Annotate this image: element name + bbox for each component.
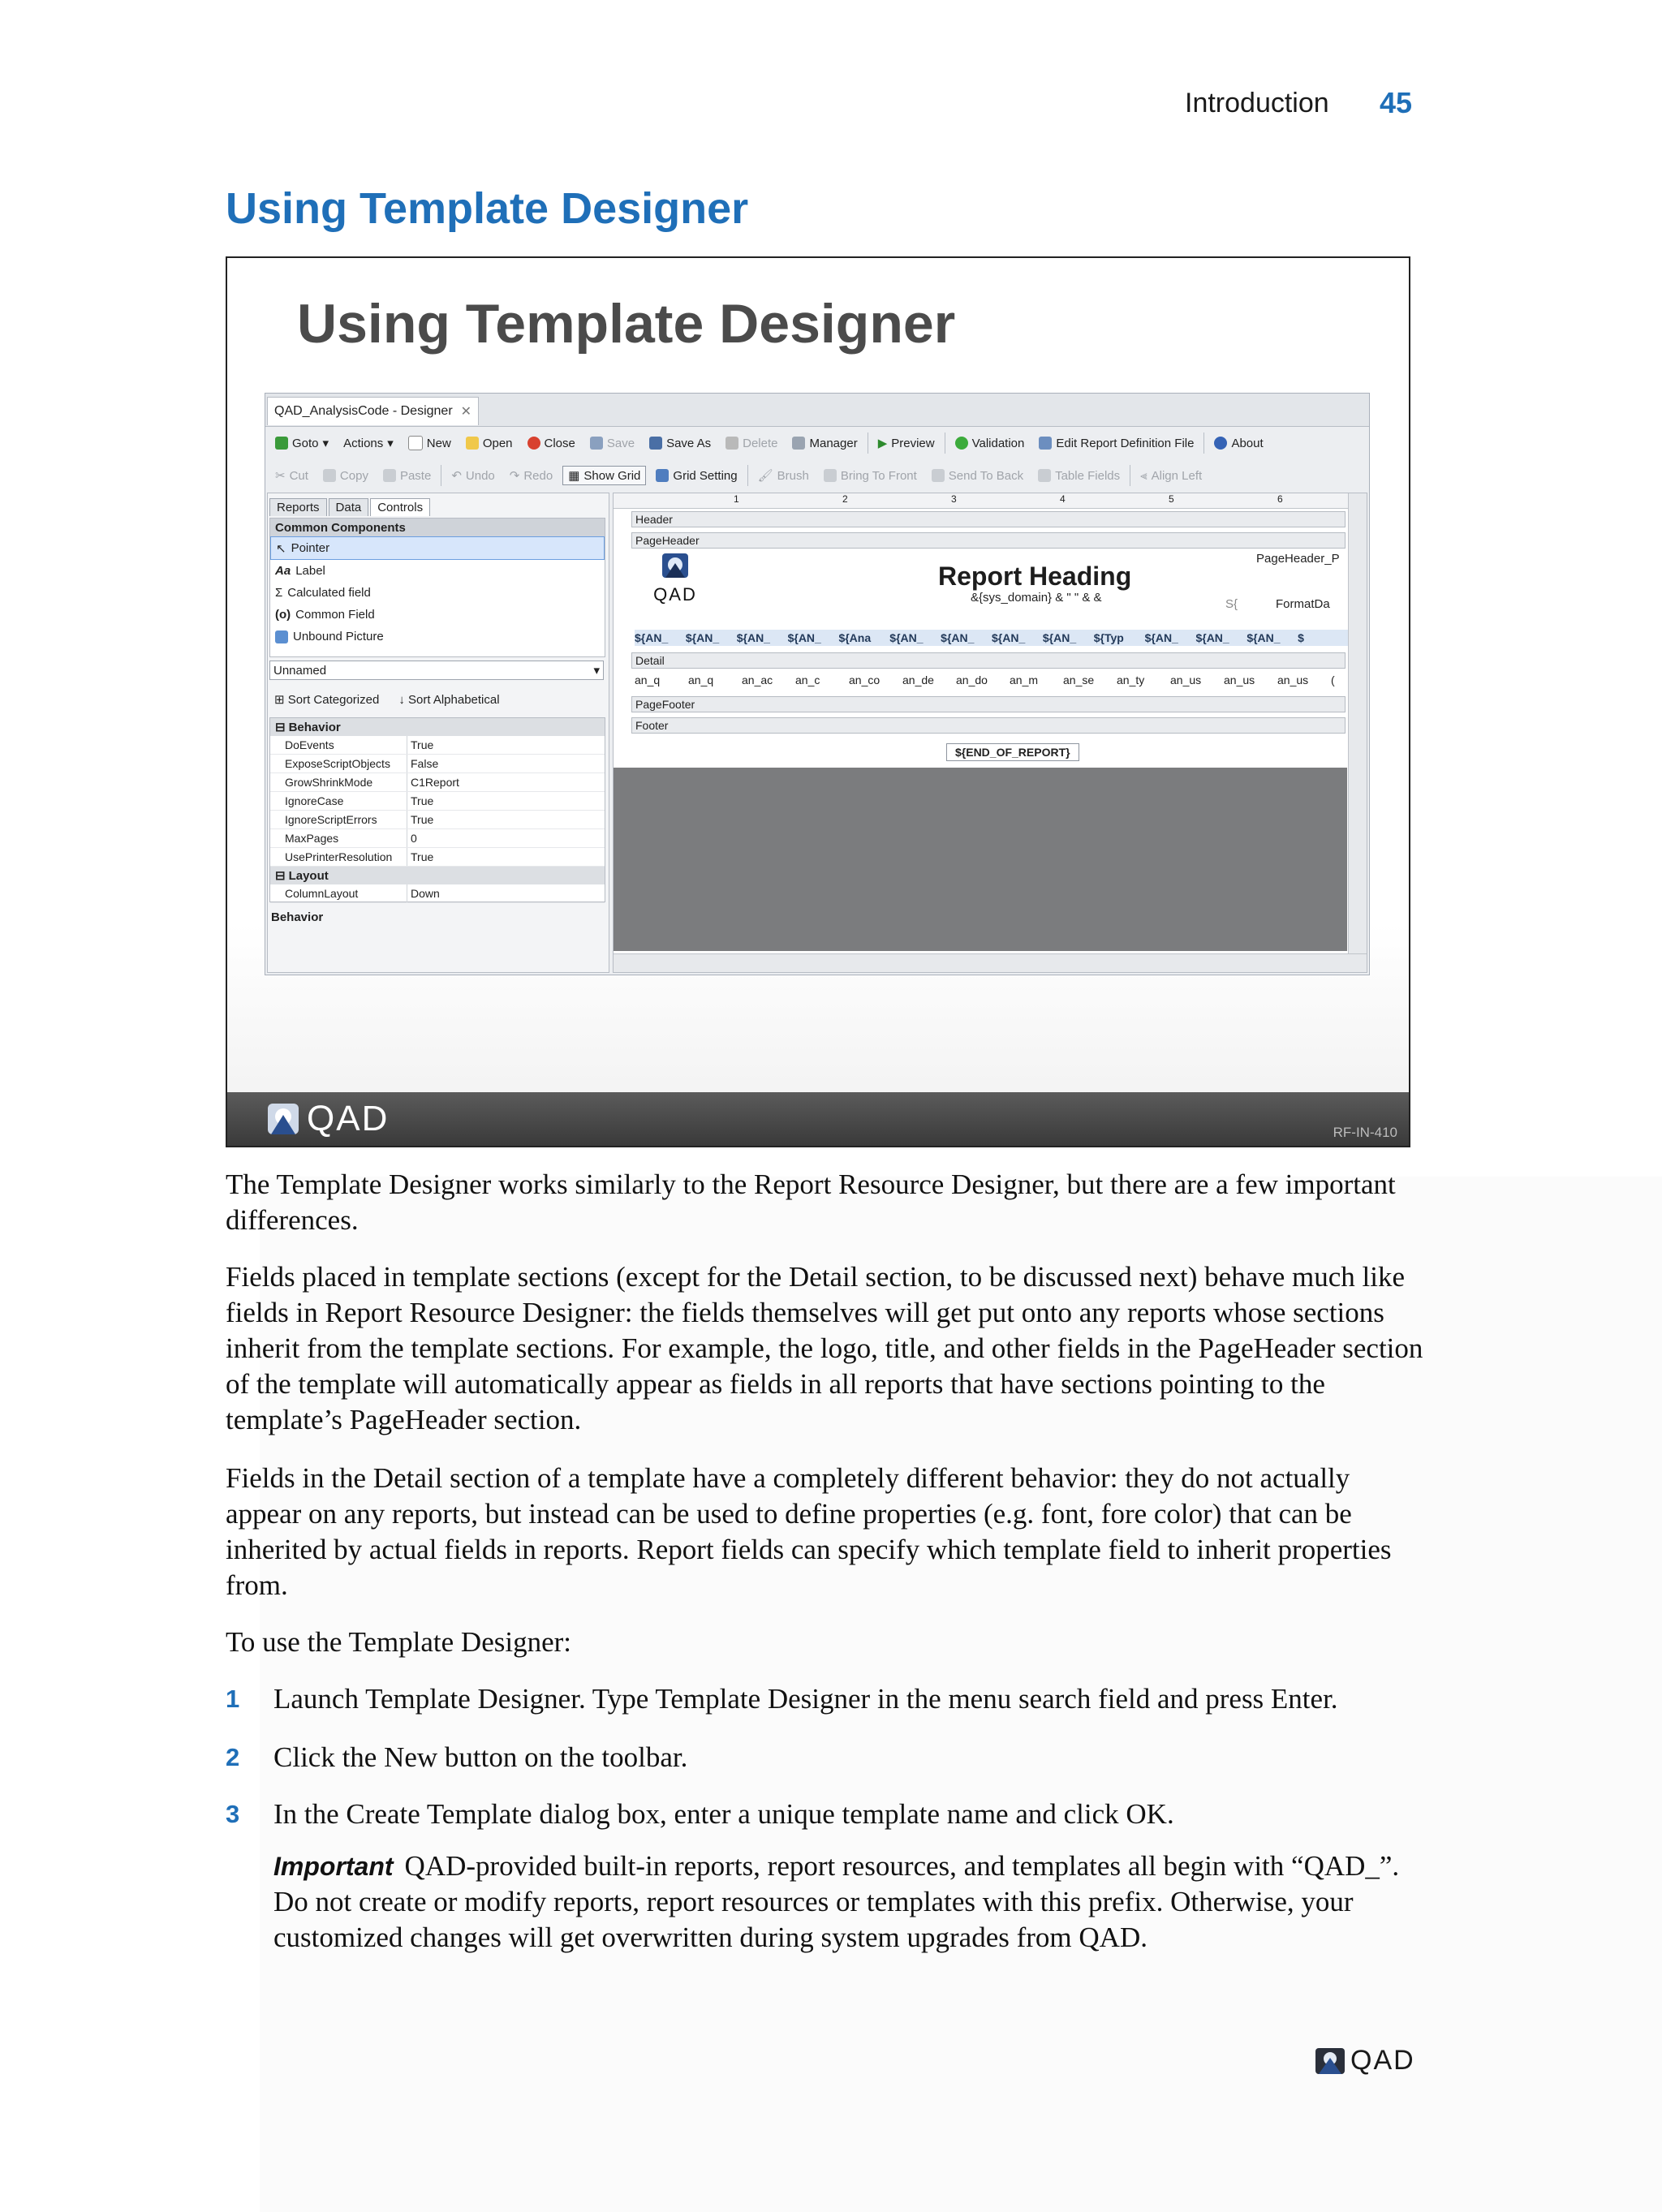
- column-header-cell[interactable]: ${AN_: [736, 631, 770, 644]
- slide-screenshot: [226, 256, 1410, 1147]
- document-tab-strip: [265, 394, 1369, 427]
- column-header-cell[interactable]: ${AN_: [787, 631, 821, 644]
- detail-cell[interactable]: (: [1331, 673, 1335, 686]
- detail-cell[interactable]: an_us: [1170, 673, 1202, 686]
- detail-cell[interactable]: an_de: [902, 673, 934, 686]
- step-text: Launch Template Designer. Type Template Designer in the menu search field and press Enter.: [273, 1683, 1338, 1715]
- column-header-cell[interactable]: ${AN_: [635, 631, 669, 644]
- designer-window: [265, 393, 1370, 975]
- check-icon: [955, 437, 968, 450]
- bring-front-icon: [824, 469, 837, 482]
- step-number: 2: [226, 1743, 240, 1771]
- close-button[interactable]: Close: [523, 435, 580, 452]
- open-button[interactable]: Open: [461, 435, 518, 452]
- ruler: [614, 493, 1367, 509]
- tab-data[interactable]: Data: [329, 498, 369, 516]
- folder-icon: [466, 437, 479, 450]
- ruler-tick: 2: [842, 493, 848, 505]
- scissors-icon: ✂: [275, 469, 286, 483]
- format-date-field[interactable]: FormatDa: [1276, 597, 1330, 611]
- actions-button[interactable]: Actions ▾: [343, 436, 394, 450]
- property-row[interactable]: ExposeScriptObjects False: [270, 755, 605, 773]
- about-button[interactable]: About: [1209, 435, 1268, 452]
- qad-logo-icon: [266, 1102, 300, 1136]
- detail-cell[interactable]: an_se: [1063, 673, 1095, 686]
- note-label: Important: [273, 1852, 394, 1881]
- column-header-cell[interactable]: ${AN_: [889, 631, 924, 644]
- tab-controls[interactable]: Controls: [370, 498, 430, 516]
- band-page-footer[interactable]: PageFooter: [631, 696, 1346, 712]
- tool-unbound-picture[interactable]: Unbound Picture: [270, 626, 605, 648]
- report-logo-text: QAD: [653, 584, 697, 605]
- band-page-header[interactable]: PageHeader: [631, 532, 1346, 549]
- property-row[interactable]: ColumnLayout Down: [270, 884, 605, 903]
- detail-cell[interactable]: an_us: [1277, 673, 1309, 686]
- send-back-icon: [932, 469, 945, 482]
- paragraph: To use the Template Designer:: [226, 1626, 571, 1658]
- bring-to-front-button[interactable]: Bring To Front: [819, 467, 922, 484]
- design-surface[interactable]: [613, 493, 1367, 973]
- send-to-back-button[interactable]: Send To Back: [927, 467, 1028, 484]
- tab-reports[interactable]: Reports: [269, 498, 327, 516]
- toolbar-separator: [747, 465, 748, 486]
- property-row[interactable]: GrowShrinkMode C1Report: [270, 773, 605, 792]
- copy-icon: [323, 469, 336, 482]
- edit-definition-button[interactable]: Edit Report Definition File: [1034, 435, 1199, 452]
- paragraph: Fields in the Detail section of a template have a completely different behavior: they do not actually appear on any reports, but instead can be used to define properties (e.g. font, fore color) that can be inherited by actual fields in reports. Report fields can specify which template field to inherit properties from.: [226, 1462, 1392, 1601]
- table-icon: [1038, 469, 1051, 482]
- validation-button[interactable]: Validation: [950, 435, 1030, 452]
- play-icon: ▶: [877, 437, 888, 450]
- band-header[interactable]: Header: [631, 511, 1346, 527]
- vertical-scrollbar[interactable]: [1348, 493, 1367, 972]
- property-row[interactable]: IgnoreScriptErrors True: [270, 811, 605, 829]
- undo-icon: ↶: [451, 469, 462, 483]
- column-header-cell[interactable]: $: [1298, 631, 1304, 644]
- manager-icon: [792, 437, 805, 450]
- save-button[interactable]: Save: [585, 435, 639, 452]
- picture-icon: [275, 630, 288, 643]
- edit-toolbar: [265, 460, 1369, 491]
- label-icon: Aa: [275, 564, 291, 578]
- qad-logo-icon: [659, 553, 691, 581]
- save-icon: [590, 437, 603, 450]
- property-category[interactable]: ⊟ Behavior: [270, 718, 605, 736]
- copy-button[interactable]: Copy: [318, 467, 373, 484]
- qad-logo-icon: [1315, 2047, 1346, 2075]
- property-row[interactable]: UsePrinterResolution True: [270, 848, 605, 867]
- delete-button[interactable]: Delete: [721, 435, 782, 452]
- tool-label[interactable]: Aa Label: [275, 564, 325, 578]
- cut-button[interactable]: ✂ Cut: [275, 468, 308, 483]
- tool-calculated-field[interactable]: Σ Calculated field: [275, 586, 371, 600]
- sort-alphabetical-button[interactable]: ↓ Sort Alphabetical: [398, 692, 500, 707]
- goto-icon: [275, 437, 288, 450]
- detail-cell[interactable]: an_q: [635, 673, 661, 686]
- column-header-cell[interactable]: ${AN_: [941, 631, 975, 644]
- align-left-button[interactable]: ⫷ Align Left: [1140, 468, 1203, 483]
- band-detail[interactable]: Detail: [631, 652, 1346, 669]
- footer-logo-text: QAD: [1350, 2045, 1415, 2076]
- report-heading-field[interactable]: Report Heading: [938, 562, 1132, 591]
- preview-button[interactable]: ▶ Preview: [877, 436, 935, 450]
- detail-cell[interactable]: an_ty: [1117, 673, 1145, 686]
- paragraph: Fields placed in template sections (except for the Detail section, to be discussed next) behave much like fields in Report Resource Designer: the fields themselves will get put onto any reports whose sections inherit from the template sections. For example, the logo, title, and other fields in the PageHeader section of the template will automatically appear as fields in all reports that have sections pointing to the template’s PageHeader section.: [226, 1261, 1423, 1435]
- paste-button[interactable]: Paste: [378, 467, 436, 484]
- align-left-icon: ⫷: [1140, 468, 1147, 483]
- edit-icon: [1039, 437, 1052, 450]
- band-footer[interactable]: Footer: [631, 717, 1346, 734]
- important-note: [273, 1848, 1426, 1956]
- toolbar-separator: [1203, 433, 1204, 454]
- slide-logo: [266, 1099, 390, 1138]
- grid-setting-button[interactable]: Grid Setting: [651, 467, 742, 484]
- close-icon[interactable]: ✕: [460, 405, 472, 419]
- brush-icon: 🖌: [757, 469, 773, 483]
- grid-setting-icon: [656, 469, 669, 482]
- left-panel: [267, 493, 609, 973]
- help-icon: [1214, 437, 1227, 450]
- detail-row: [635, 673, 1367, 686]
- column-header-cell[interactable]: ${AN_: [992, 631, 1026, 644]
- column-header-cell[interactable]: ${AN_: [1042, 631, 1077, 644]
- column-header-cell[interactable]: ${Typ: [1093, 631, 1124, 644]
- undo-button[interactable]: ↶ Undo: [451, 468, 495, 483]
- slide-title: Using Template Designer: [297, 293, 956, 355]
- column-header-cell[interactable]: ${AN_: [1246, 631, 1281, 644]
- redo-button[interactable]: ↷ Redo: [509, 468, 553, 483]
- new-file-icon: [408, 436, 423, 450]
- property-sort-bar: [269, 685, 604, 714]
- detail-cell[interactable]: an_m: [1010, 673, 1039, 686]
- property-row[interactable]: MaxPages 0: [270, 829, 605, 848]
- ruler-tick: 3: [951, 493, 957, 505]
- page-title: Using Template Designer: [226, 184, 749, 233]
- tool-common-field[interactable]: (o) Common Field: [275, 608, 375, 622]
- column-header-cell[interactable]: ${AN_: [1195, 631, 1229, 644]
- page-header-field[interactable]: PageHeader_P: [1256, 552, 1340, 566]
- slide-code: RF-IN-410: [1333, 1125, 1397, 1140]
- dollar-field[interactable]: S{: [1225, 597, 1238, 611]
- sigma-icon: Σ: [275, 586, 283, 600]
- detail-cell[interactable]: an_c: [795, 673, 820, 686]
- horizontal-scrollbar[interactable]: [614, 953, 1367, 972]
- manager-button[interactable]: Manager: [787, 435, 862, 452]
- end-of-report-field[interactable]: ${END_OF_REPORT}: [946, 743, 1079, 761]
- close-circle-icon: [527, 437, 540, 450]
- footer-logo: [1315, 2045, 1415, 2076]
- page-number: 45: [1380, 86, 1413, 119]
- slide-logo-text: QAD: [307, 1099, 390, 1138]
- detail-cell[interactable]: an_do: [956, 673, 988, 686]
- ruler-tick: 6: [1277, 493, 1283, 505]
- save-as-icon: [649, 437, 662, 450]
- property-row[interactable]: IgnoreCase True: [270, 792, 605, 811]
- grid-icon: ▦: [568, 469, 580, 483]
- field-icon: (o): [275, 608, 291, 622]
- goto-button[interactable]: Goto ▾: [270, 434, 334, 452]
- delete-icon: [726, 437, 738, 450]
- left-panel-tabs: [268, 493, 609, 516]
- detail-cell[interactable]: an_us: [1224, 673, 1255, 686]
- save-as-button[interactable]: Save As: [644, 435, 716, 452]
- step-text: In the Create Template dialog box, enter a unique template name and click OK.: [273, 1798, 1174, 1830]
- sort-categorized-button[interactable]: ⊞ Sort Categorized: [274, 693, 380, 707]
- toolbox: [269, 518, 605, 657]
- step-number: 1: [226, 1685, 240, 1713]
- step-text: Click the New button on the toolbar.: [273, 1741, 688, 1773]
- property-grid: [269, 717, 605, 902]
- slide-footer: [227, 1092, 1409, 1146]
- table-fields-button[interactable]: Table Fields: [1033, 467, 1125, 484]
- column-header-cell[interactable]: ${AN_: [685, 631, 720, 644]
- pointer-icon: ↖: [276, 541, 286, 556]
- chevron-down-icon[interactable]: ▾: [593, 664, 600, 678]
- show-grid-button[interactable]: ▦ Show Grid: [562, 466, 646, 485]
- property-category[interactable]: ⊟ Layout: [270, 867, 605, 884]
- main-toolbar: [265, 428, 1369, 458]
- step-number: 3: [226, 1800, 240, 1828]
- property-row[interactable]: DoEvents True: [270, 736, 605, 755]
- property-description: Behavior: [271, 910, 324, 924]
- detail-cell[interactable]: an_ac: [742, 673, 773, 686]
- domain-expression-field[interactable]: &{sys_domain} & " " & &: [971, 591, 1102, 605]
- note-text: QAD-provided built-in reports, report resources, and templates all begin with “QAD_”. Do not create or modify reports, report resources or templates with this prefix. Otherwise, your customized changes will get overwritten during system upgrades from QAD.: [273, 1850, 1400, 1953]
- paste-icon: [383, 469, 396, 482]
- ruler-tick: 1: [734, 493, 739, 505]
- redo-icon: ↷: [509, 469, 520, 483]
- document-tab-label: QAD_AnalysisCode - Designer: [274, 404, 453, 418]
- brush-button[interactable]: 🖌 Brush: [757, 468, 809, 483]
- detail-cell[interactable]: an_co: [849, 673, 881, 686]
- running-header: [0, 88, 1662, 128]
- column-header-cell[interactable]: ${Ana: [838, 631, 872, 644]
- paragraph: The Template Designer works similarly to the Report Resource Designer, but there are a few important differences.: [226, 1168, 1396, 1236]
- new-button[interactable]: New: [403, 434, 456, 452]
- detail-cell[interactable]: an_q: [688, 673, 714, 686]
- toolbox-group-header[interactable]: Common Components: [270, 519, 605, 536]
- unused-area: [614, 768, 1347, 951]
- column-header-cell[interactable]: ${AN_: [1144, 631, 1178, 644]
- ruler-tick: 4: [1060, 493, 1066, 505]
- object-selector[interactable]: Unnamed ▾: [269, 661, 604, 680]
- document-tab[interactable]: [267, 397, 479, 425]
- section-name: Introduction: [1185, 88, 1329, 118]
- ruler-tick: 5: [1169, 493, 1174, 505]
- column-header-row: [635, 630, 1349, 646]
- tool-pointer[interactable]: ↖ Pointer: [270, 536, 605, 560]
- report-logo[interactable]: [643, 553, 708, 605]
